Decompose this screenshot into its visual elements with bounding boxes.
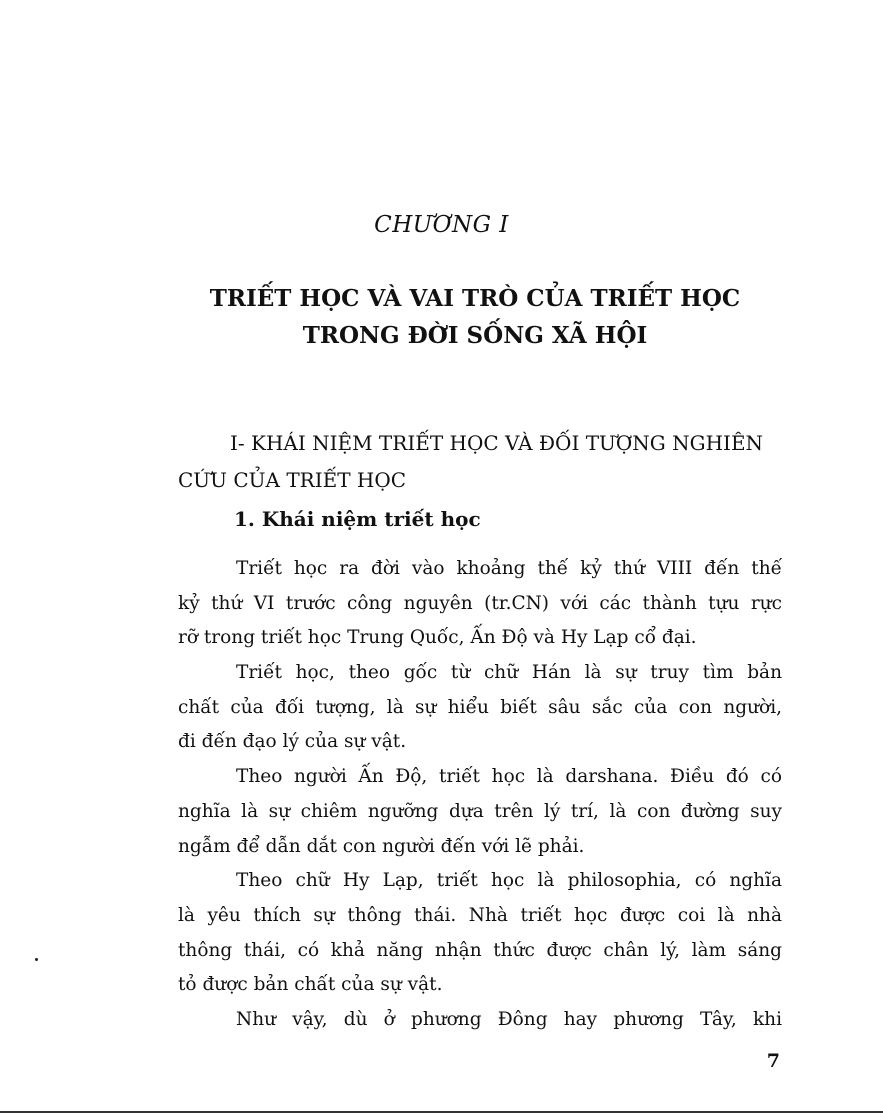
page-number: 7 [766,1050,780,1072]
body-line: Triết học, theo gốc từ chữ Hán là sự truy tìm bản [236,662,782,684]
body-line: chất của đối tượng, là sự hiểu biết sâu sắc của con người, [178,696,782,718]
body-line: rỡ trong triết học Trung Quốc, Ấn Độ và Hy Lạp cổ đại. [178,627,697,649]
chapter-title-line: TRONG ĐỜI SỐNG XÃ HỘI [302,322,648,349]
body-text [178,552,782,1038]
body-line: ngẫm để dẫn dắt con người đến với lẽ phải. [178,835,585,857]
section-heading [178,425,780,499]
body-line: thông thái, có khả năng nhận thức được chân lý, làm sáng [178,939,782,961]
chapter-label: CHƯƠNG I [374,212,509,238]
section-heading-line: I- KHÁI NIỆM TRIẾT HỌC VÀ ĐỐI TƯỢNG NGHIÊN [230,431,764,455]
chapter-title [150,280,800,354]
body-line: Theo chữ Hy Lạp, triết học là philosophia, có nghĩa [236,870,782,892]
bottom-rule [0,1111,883,1113]
body-line: Triết học ra đời vào khoảng thế kỷ thứ VIII đến thế [236,558,782,579]
section-heading-line: CỨU CỦA TRIẾT HỌC [178,468,407,492]
chapter-title-line: TRIẾT HỌC VÀ VAI TRÒ CỦA TRIẾT HỌC [209,285,741,312]
body-line: nghĩa là sự chiêm ngưỡng dựa trên lý trí, là con đường suy [178,800,782,822]
scan-speck [35,958,38,961]
body-line: Như vậy, dù ở phương Đông hay phương Tây, khi [236,1008,782,1030]
body-line: đi đến đạo lý của sự vật. [178,731,407,753]
body-line: Theo người Ấn Độ, triết học là darshana. Điều đó có [236,766,782,788]
body-line: tỏ được bản chất của sự vật. [178,974,443,996]
subsection-heading: 1. Khái niệm triết học [234,507,481,531]
body-line: là yêu thích sự thông thái. Nhà triết học được coi là nhà [178,904,782,926]
body-line: kỷ thứ VI trước công nguyên (tr.CN) với các thành tựu rực [178,592,782,614]
